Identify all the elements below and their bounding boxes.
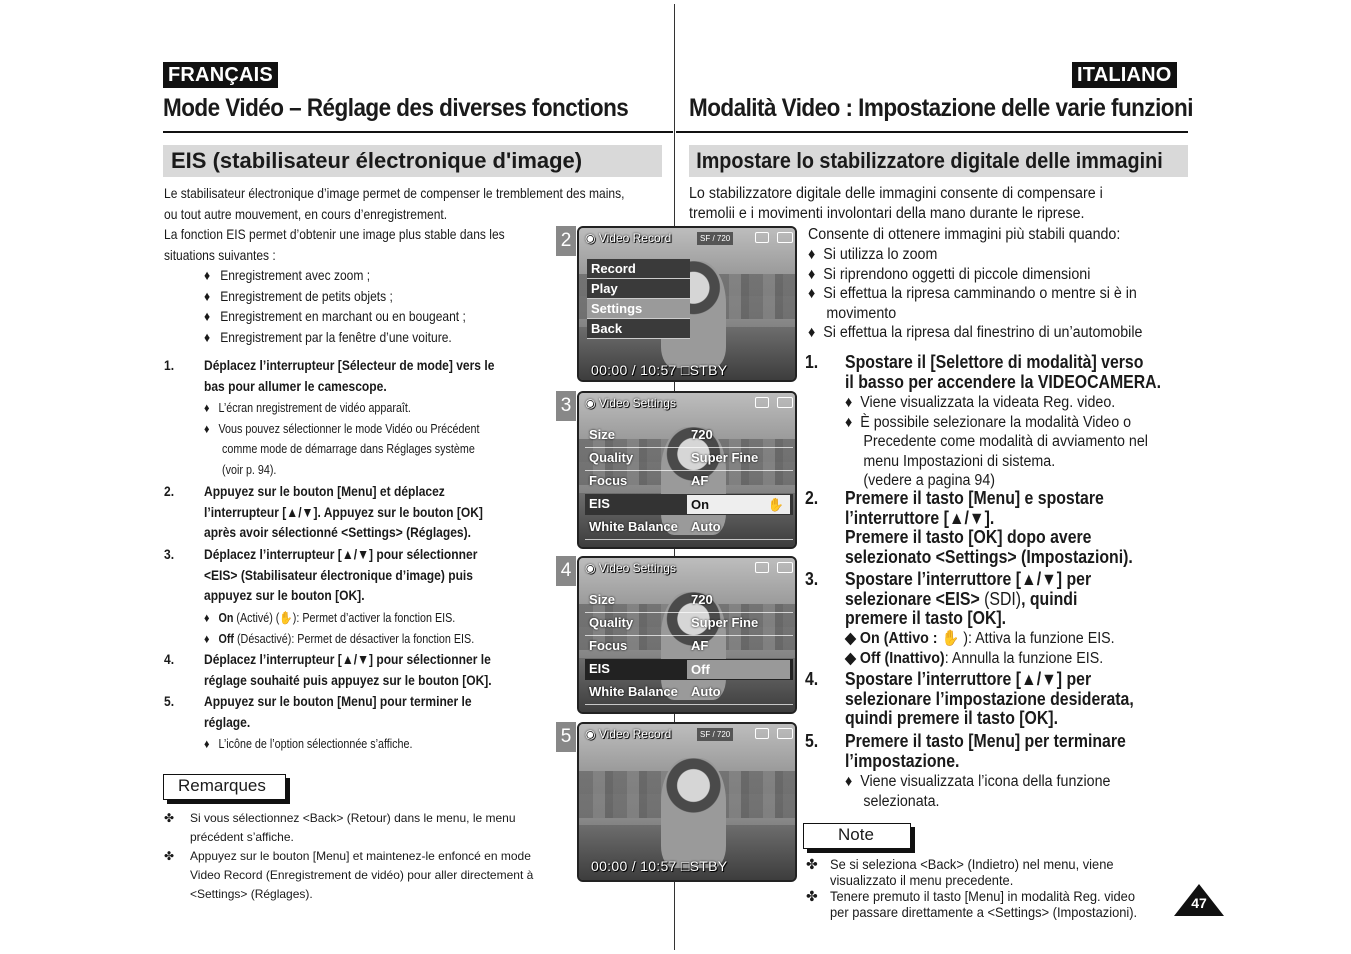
section-title-it: Impostare lo stabilizzatore digitale delle immagini: [696, 148, 1163, 173]
list-item: ♦ Vous pouvez sélectionner le mode Vidéo ou Précédent: [204, 421, 480, 436]
diamond-icon: ♦: [204, 611, 210, 625]
settings-row-focus[interactable]: Focus AF: [589, 473, 709, 488]
cross-bullet-icon: ✤: [164, 811, 175, 825]
hand-stabilizer-icon: ✋: [279, 611, 293, 625]
step-5-fr: Appuyez sur le bouton [Menu] pour terminer le réglage.: [204, 693, 472, 730]
list-item: ♦ Viene visualizzata l’icona della funzione: [845, 773, 1111, 790]
list-item: ♦ Enregistrement de petits objets ;: [204, 287, 393, 304]
camera-mode-label: ◉ Video Record: [585, 231, 672, 245]
diamond-icon: ♦: [808, 324, 816, 341]
divider: [585, 539, 793, 540]
step-3-subs-it: ◆ On (Attivo : ✋ ): Attiva la funzione EIS. ◆ Off (Inattivo): Annulla la funzione EIS.: [845, 630, 1115, 667]
step-number: 1.: [805, 352, 819, 372]
section-bar-fr: [163, 145, 662, 177]
intro2-it: Consente di ottenere immagini più stabili quando:: [808, 226, 1121, 243]
cross-bullet-icon: ✤: [806, 856, 818, 872]
diamond-icon: ♦: [204, 308, 211, 324]
battery-icon: [777, 232, 793, 243]
screen-video-settings-off: [577, 556, 797, 714]
diamond-icon: ♦: [808, 246, 816, 263]
screen-number: 2: [556, 226, 576, 256]
hand-stabilizer-icon: ✋: [767, 497, 784, 512]
diamond-icon: ♦: [204, 737, 210, 751]
notes-label-it: Note: [803, 823, 911, 849]
language-tag-fr: FRANÇAIS: [163, 62, 278, 88]
screen-number: 4: [556, 556, 576, 586]
section-title-fr: EIS (stabilisateur électronique d'image): [171, 148, 583, 173]
step-number: 4.: [805, 669, 819, 689]
diamond-icon: ♦: [808, 265, 816, 283]
menu-item-back[interactable]: Back: [587, 319, 690, 339]
page-title-fr: Mode Vidéo – Réglage des diverses fonctions: [163, 94, 629, 122]
step-number: 2.: [164, 483, 175, 499]
menu-item-record[interactable]: Record: [587, 259, 690, 279]
diamond-icon: ♦: [845, 773, 853, 790]
diamond-icon: ♦: [204, 631, 210, 646]
title-rule-it: [676, 131, 1188, 133]
intro-line: situations suivantes :: [164, 246, 276, 263]
battery-icon: [777, 397, 793, 408]
hand-stabilizer-icon: ✋: [941, 630, 960, 647]
notes-fr: [164, 809, 544, 904]
diamond-icon: ♦: [204, 287, 211, 304]
camera-mode-label: ◉ Video Settings: [585, 561, 676, 575]
list-item: ♦ Si utilizza lo zoom: [808, 246, 938, 263]
intro-line: Le stabilisateur électronique d’image permet de compenser le tremblement des mains,: [164, 185, 625, 201]
step-3-it: Spostare l’interruttore [▲/▼] per selezionare <EIS> (SDI), quindi premere il tasto [OK].: [845, 569, 1092, 628]
divider: [585, 704, 793, 705]
step-5-subs-it: ♦ Viene visualizzata l’icona della funzione selezionata.: [845, 772, 1176, 811]
step-number: 1.: [164, 357, 175, 373]
list-item: ✤ Appuyez sur le bouton [Menu] et maintenez-le enfoncé en mode Video Record (Enregistrement de vidéo) pour aller directement à <Settings> (Réglages).: [164, 847, 544, 904]
camera-mode-label: ◉ Video Record: [585, 727, 672, 741]
step-number: 5.: [164, 693, 175, 709]
step-number: 3.: [805, 569, 819, 589]
eis-indicator-icon: [755, 562, 769, 573]
step-5-sub-fr: [204, 734, 548, 755]
step-number: 2.: [805, 488, 819, 508]
bullets-it: ♦ Si utilizza lo zoom ♦ Si riprendono oggetti di piccole dimensioni ♦ Si effettua la ripresa camminando o mentre si è in movimento ♦ Si effettua la ripresa dal finestrino di un’automobile: [808, 245, 1194, 343]
diamond-icon: ♦: [204, 421, 210, 436]
settings-row-eis[interactable]: EIS On ✋: [585, 494, 793, 515]
step-3-fr: Déplacez l’interrupteur [▲/▼] pour sélectionner <EIS> (Stabilisateur électronique d’image) puis appuyez sur le bouton [OK].: [204, 546, 478, 603]
list-item: ♦ Si riprendono oggetti di piccole dimensioni: [808, 265, 1091, 283]
timecode: 00:00 / 10:57 □STBY: [591, 362, 728, 378]
bullets-fr: [204, 265, 548, 347]
screen-number: 3: [556, 391, 576, 421]
step-number: 3.: [164, 546, 175, 562]
notes-label-fr: Remarques: [163, 774, 286, 800]
settings-row-focus[interactable]: Focus AF: [589, 638, 709, 653]
list-item: ♦ Si effettua la ripresa dal finestrino di un’automobile: [808, 324, 1143, 341]
page-title-it: Modalità Video : Impostazione delle varie funzioni: [689, 94, 1193, 122]
timecode: 00:00 / 10:57 □STBY: [591, 858, 728, 874]
diamond-icon: ♦: [204, 401, 210, 415]
list-item: ✤ Si vous sélectionnez <Back> (Retour) dans le menu, le menu précédent s’affiche.: [164, 809, 544, 847]
list-item: ♦ Off (Désactivé): Permet de désactiver la fonction EIS.: [204, 631, 475, 646]
quality-badge: SF / 720: [697, 728, 733, 741]
intro-it: Lo stabilizzatore digitale delle immagini consente di compensare i tremolii e i movimenti involontari della mano durante le riprese.: [689, 185, 1103, 222]
main-menu: [587, 259, 690, 339]
settings-row-white-balance[interactable]: White Balance Auto: [589, 519, 721, 534]
settings-row-size[interactable]: Size 720: [589, 592, 713, 607]
quality-badge: SF / 720: [697, 232, 733, 245]
screen-number: 5: [556, 722, 576, 752]
settings-row-eis[interactable]: EIS Off: [585, 659, 793, 680]
list-item: ✤ Tenere premuto il tasto [Menu] in modalità Reg. video per passare direttamente a <Settings> (Impostazioni).: [806, 888, 1138, 920]
list-item: ♦ L’icône de l’option sélectionnée s’affiche.: [204, 737, 413, 751]
diamond-icon: ♦: [808, 285, 816, 302]
step-4-fr: Déplacez l’interrupteur [▲/▼] pour sélectionner le réglage souhaité puis appuyez sur le bouton [OK].: [204, 651, 492, 688]
title-rule-fr: [163, 131, 673, 133]
step-5-it: Premere il tasto [Menu] per terminare l’impostazione.: [845, 731, 1126, 771]
diamond-icon: ♦: [204, 267, 211, 283]
settings-row-quality[interactable]: Quality Super Fine: [589, 615, 759, 630]
step-3-subs-fr: [204, 608, 565, 649]
list-item: ✤ Se si seleziona <Back> (Indietro) nel menu, viene visualizzato il menu precedente.: [806, 856, 1114, 888]
step-1-subs-it: ♦ Viene visualizzata la videata Reg. video. ♦ È possibile selezionare la modalità Video o Precedente come modalità di avviamento nel menu Impostazioni di sistema. (vedere a pagina 94): [845, 393, 1176, 491]
language-tag-it: ITALIANO: [1072, 62, 1177, 88]
diamond-icon: ♦: [204, 328, 211, 345]
list-item: ♦ Enregistrement avec zoom ;: [204, 267, 371, 283]
diamond-icon: ♦: [845, 413, 853, 431]
eis-indicator-icon: [755, 232, 769, 243]
notes-it: [806, 857, 1176, 920]
menu-item-play[interactable]: Play: [587, 279, 690, 299]
camera-mode-label: ◉ Video Settings: [585, 396, 676, 410]
cross-bullet-icon: ✤: [806, 888, 818, 904]
intro-line: La fonction EIS permet d’obtenir une image plus stable dans les: [164, 226, 505, 242]
battery-icon: [777, 562, 793, 573]
settings-row-size[interactable]: Size 720: [589, 427, 713, 442]
step-number: 4.: [164, 651, 175, 667]
screen-video-record-menu: [577, 226, 797, 382]
cross-bullet-icon: ✤: [164, 849, 175, 863]
screen-video-settings-on: [577, 391, 797, 549]
eis-indicator-icon: [755, 728, 769, 739]
step-1-it: Spostare il [Selettore di modalità] verso il basso per accendere la VIDEOCAMERA.: [845, 352, 1162, 392]
step-1-fr: Déplacez l’interrupteur [Sélecteur de mode] vers le bas pour allumer le camescope.: [204, 357, 495, 394]
intro-line: ou tout autre mouvement, en cours d’enregistrement.: [164, 205, 448, 222]
step-2-fr: Appuyez sur le bouton [Menu] et déplacez l’interrupteur [▲/▼]. Appuyez sur le bouton [OK] après avoir sélectionné <Settings> (Réglages).: [204, 483, 483, 540]
settings-row-quality[interactable]: Quality Super Fine: [589, 450, 759, 465]
list-item: ♦ On (Activé) (✋): Permet d’activer la fonction EIS.: [204, 611, 456, 625]
list-item: ♦ Enregistrement par la fenêtre d’une voiture.: [204, 328, 452, 345]
screen-video-record-eis: [577, 722, 797, 882]
eis-indicator-icon: [755, 397, 769, 408]
list-item: ♦ L’écran nregistrement de vidéo apparaît.: [204, 401, 411, 415]
menu-item-settings[interactable]: Settings: [587, 299, 690, 319]
step-number: 5.: [805, 731, 819, 751]
battery-icon: [777, 728, 793, 739]
diamond-icon: ♦: [845, 394, 853, 411]
list-item: ♦ È possibile selezionare la modalità Video o: [845, 413, 1132, 431]
step-2-it: Premere il tasto [Menu] e spostare l’interruttore [▲/▼]. Premere il tasto [OK] dopo avere selezionato <Settings> (Impostazioni).: [845, 488, 1133, 567]
list-item: ♦ Si effettua la ripresa camminando o mentre si è in: [808, 285, 1137, 302]
step-1-subs-fr: ♦ L’écran nregistrement de vidéo apparaît. ♦ Vous pouvez sélectionner le mode Vidéo ou Précédent comme mode de démarrage dans Réglages système (voir p. 94).: [204, 398, 548, 480]
section-bar-it: [689, 145, 1188, 177]
list-item: ♦ Enregistrement en marchant ou en bougeant ;: [204, 308, 466, 324]
list-item: ♦ Viene visualizzata la videata Reg. video.: [845, 394, 1116, 411]
settings-row-white-balance[interactable]: White Balance Auto: [589, 684, 721, 699]
page-number: 47: [1191, 895, 1207, 911]
step-4-it: Spostare l’interruttore [▲/▼] per selezionare l’impostazione desiderata, quindi premere il tasto [OK].: [845, 669, 1134, 728]
